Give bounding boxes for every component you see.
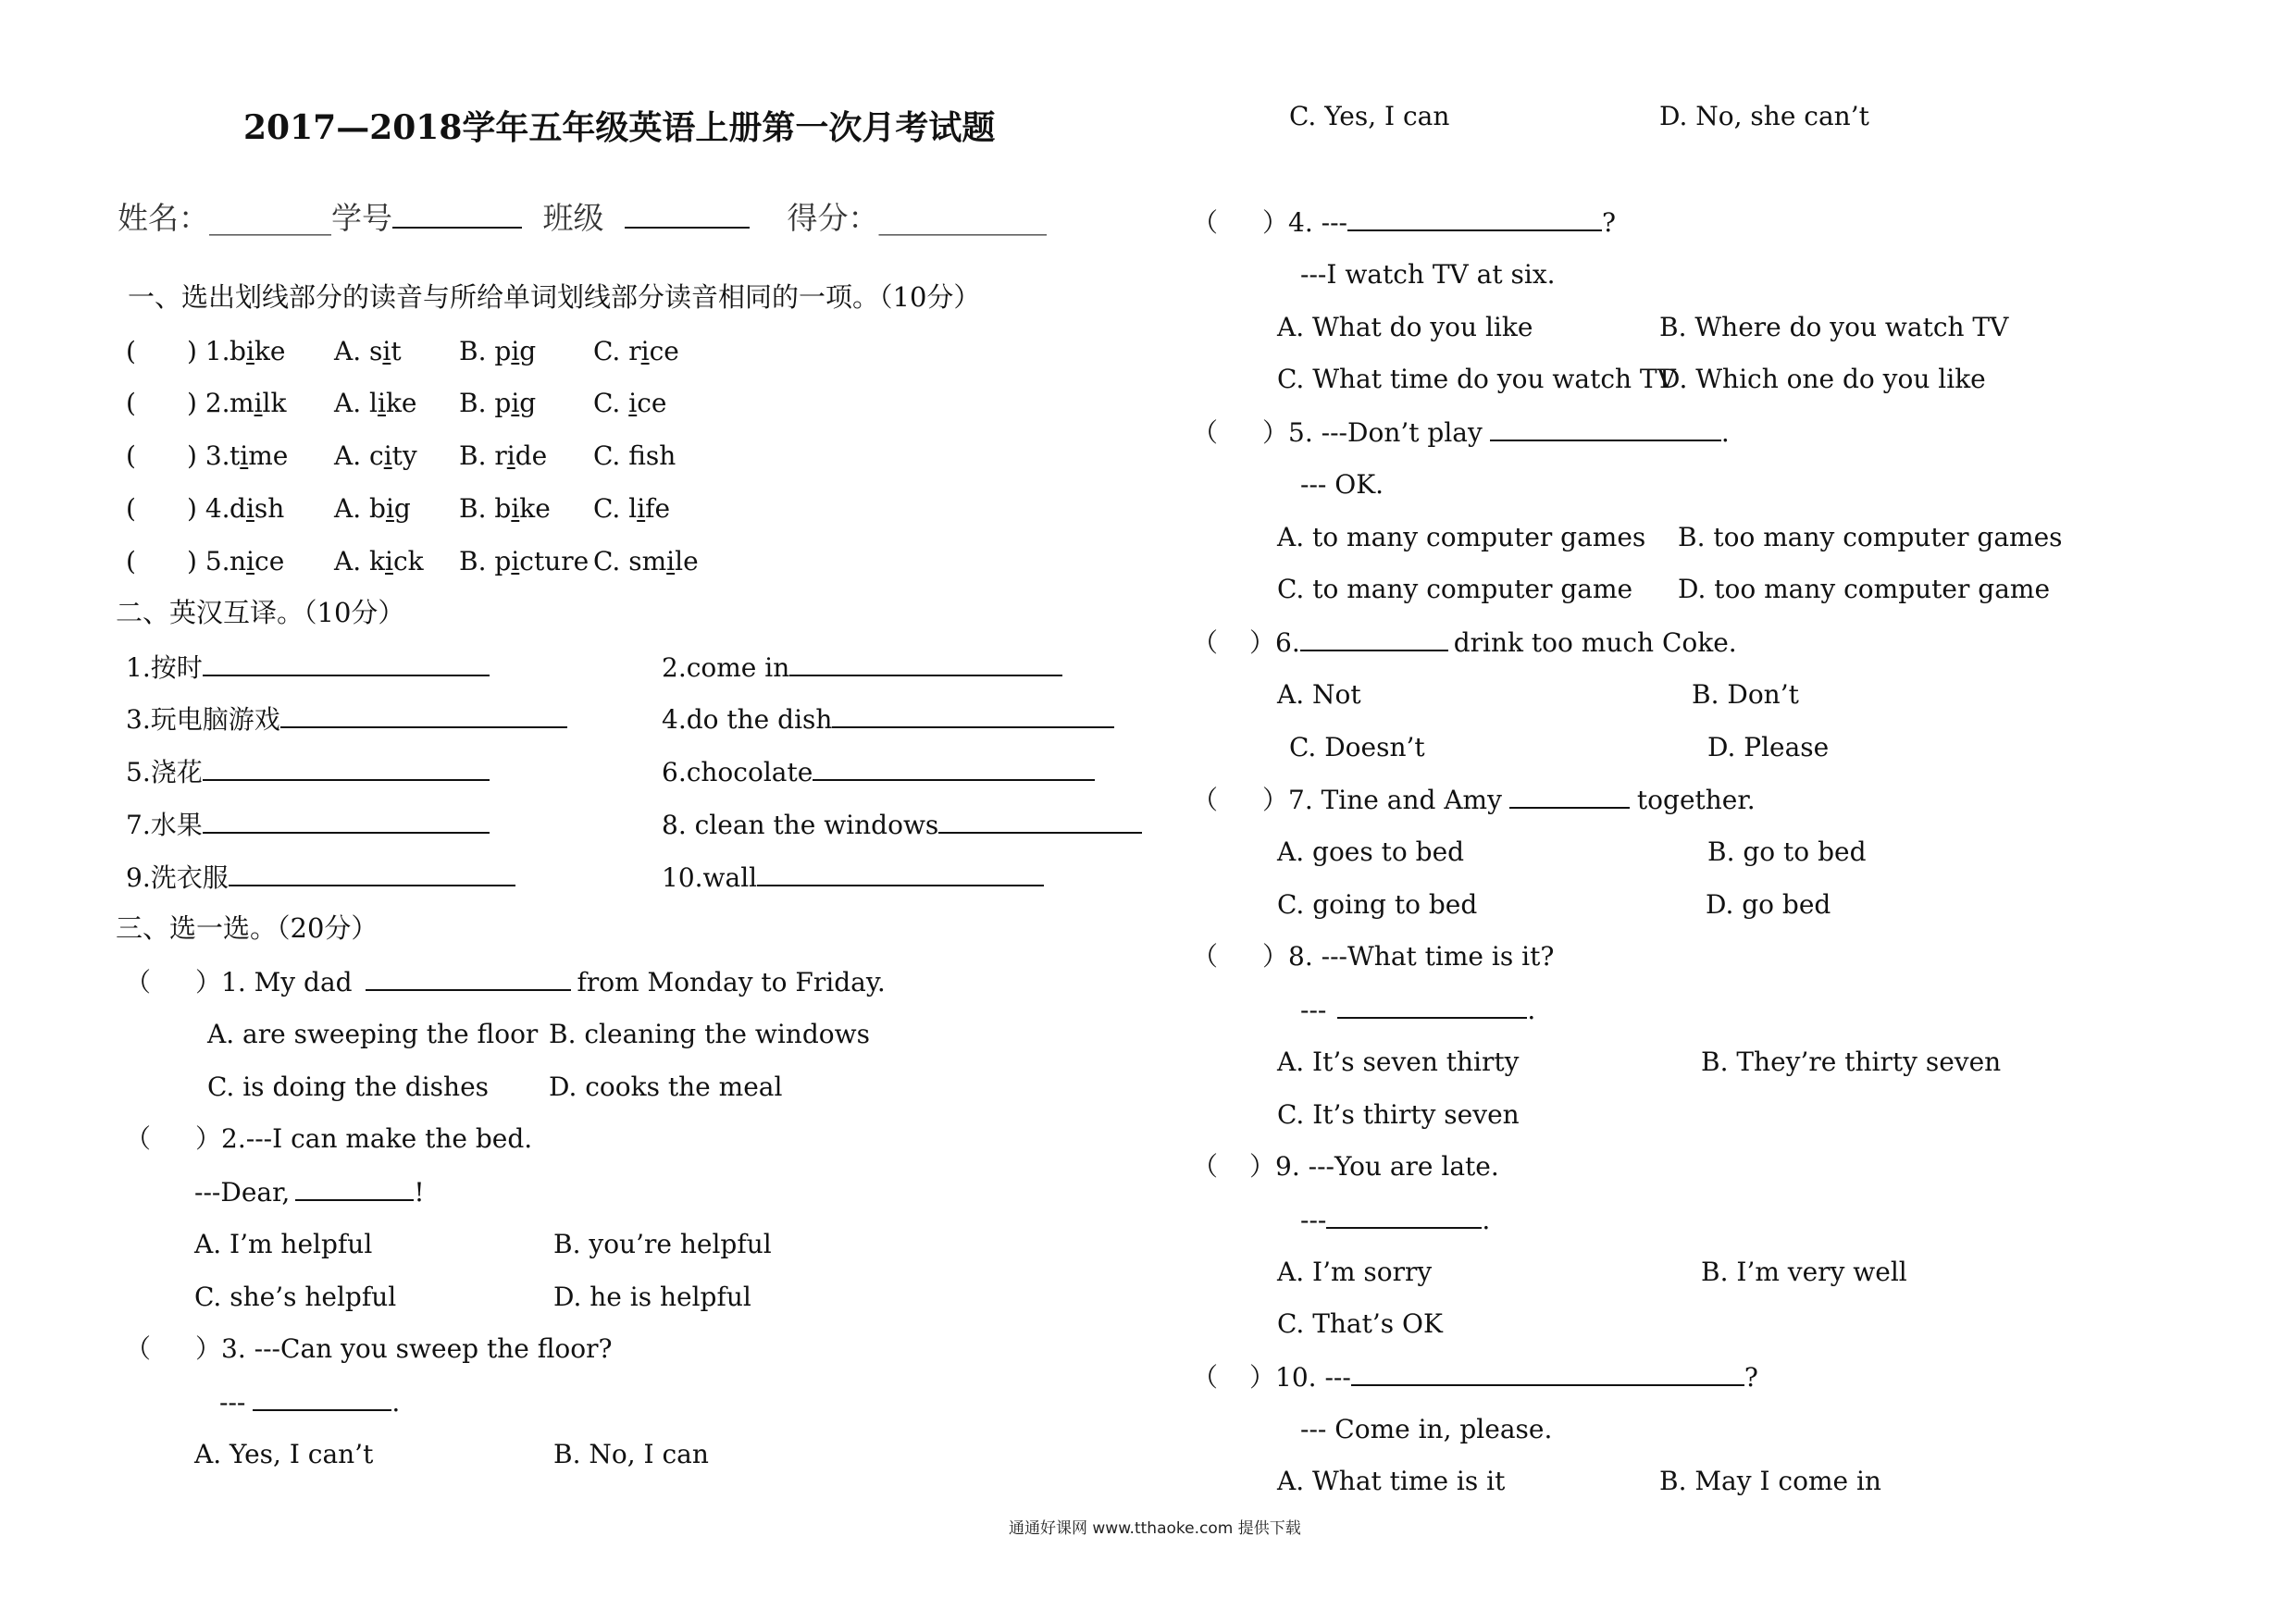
question-number: ) 2.: [187, 388, 230, 418]
question-8: （ ）8. ---What time is it?: [1192, 941, 1555, 972]
question-number: ) 5.: [187, 546, 230, 576]
given-word: milk: [230, 388, 287, 418]
score-label: 得分：: [787, 200, 879, 236]
question-3: （ ）3. ---Can you sweep the floor?: [125, 1333, 613, 1364]
option: A. are sweeping the floor: [207, 1019, 539, 1049]
score-blank: ___________: [878, 200, 1047, 236]
answer-paren: (: [126, 336, 136, 366]
translate-item: 1.按时: [126, 650, 490, 685]
option: C. is doing the dishes: [207, 1072, 490, 1102]
option: A. Yes, I can’t: [194, 1439, 374, 1469]
option: A. sit: [334, 336, 402, 366]
question-5: （ ）5. ---Don’t play .: [1192, 417, 1730, 448]
option: B. bike: [459, 493, 551, 524]
option: B. They’re thirty seven: [1701, 1047, 2002, 1077]
option: A. kick: [334, 546, 424, 576]
option: D. too many computer game: [1678, 574, 2051, 604]
option: C. Yes, I can: [1289, 101, 1450, 131]
student-id-blank: [392, 203, 522, 229]
option: A. goes to bed: [1277, 836, 1465, 867]
section2-heading: 二、英汉互译。（10分）: [116, 597, 405, 628]
question-3-reply: --- .: [219, 1387, 401, 1418]
option: A. I’m sorry: [1277, 1257, 1433, 1287]
class-label: 班级: [542, 200, 604, 236]
option: B. too many computer games: [1678, 522, 2063, 552]
option: C. smile: [593, 546, 699, 576]
option: D. Which one do you like: [1659, 364, 1986, 394]
student-id-label: 学号: [331, 200, 392, 236]
option: C. she’s helpful: [194, 1282, 397, 1312]
option: C. What time do you watch TV: [1277, 364, 1676, 394]
translate-item: 9.洗衣服: [126, 861, 515, 895]
answer-paren: (: [126, 493, 136, 524]
option: B. cleaning the windows: [549, 1019, 870, 1049]
question-2-reply: ---Dear, !: [194, 1177, 425, 1208]
option: C. It’s thirty seven: [1277, 1099, 1520, 1130]
translate-item: 6.chocolate: [662, 755, 1095, 789]
option: B. I’m very well: [1701, 1257, 1907, 1287]
option: C. to many computer game: [1277, 574, 1633, 604]
option: A. like: [334, 388, 417, 418]
question-number: ) 3.: [187, 440, 230, 471]
option: C. rice: [593, 336, 679, 366]
option: A. city: [334, 440, 417, 471]
option: A. What do you like: [1277, 312, 1533, 342]
name-label: 姓名：: [118, 200, 209, 236]
page-title: 2017—2018学年五年级英语上册第一次月考试题: [243, 108, 996, 147]
option: D. go bed: [1706, 889, 1831, 920]
question-7: （ ）7. Tine and Amy together.: [1192, 785, 1756, 815]
option: A. I’m helpful: [194, 1229, 373, 1259]
option: B. you’re helpful: [553, 1229, 772, 1259]
option: B. go to bed: [1707, 836, 1867, 867]
option: B. No, I can: [553, 1439, 709, 1469]
answer-paren: (: [126, 440, 136, 471]
option: A. big: [334, 493, 411, 524]
option: D. cooks the meal: [549, 1072, 783, 1102]
option: C. fsh: [593, 440, 676, 471]
question-4: （ ）4. --- ?: [1192, 207, 1617, 238]
question-6: （ ）6. drink too much Coke.: [1192, 627, 1737, 658]
section1-heading: 一、选出划线部分的读音与所给单词划线部分读音相同的一项。（10分）: [128, 281, 981, 313]
translate-item: 5.浇花: [126, 755, 490, 789]
option: C. That’s OK: [1277, 1308, 1443, 1339]
translate-item: 4.do the dish: [662, 702, 1114, 737]
option: B. Don’t: [1692, 679, 1799, 710]
option: D. No, she can’t: [1659, 101, 1869, 131]
question-9-reply: --- .: [1300, 1205, 1491, 1235]
option: A. Not: [1277, 679, 1361, 710]
given-word: dish: [230, 493, 285, 524]
question-8-reply: --- .: [1300, 995, 1536, 1025]
option: D. he is helpful: [553, 1282, 751, 1312]
option: B. pig: [459, 388, 537, 418]
class-blank: [625, 203, 750, 229]
translate-item: 3.玩电脑游戏: [126, 702, 567, 737]
question-number: ) 1.: [187, 336, 230, 366]
option: B. Where do you watch TV: [1659, 312, 2009, 342]
question-number: ) 4.: [187, 493, 230, 524]
given-word: time: [230, 440, 289, 471]
question-10-reply: --- Come in, please.: [1300, 1414, 1553, 1444]
question-10: （ ）10. --- ?: [1192, 1362, 1758, 1393]
answer-paren: (: [126, 388, 136, 418]
answer-paren: (: [126, 546, 136, 576]
translate-item: 10.wall: [662, 861, 1044, 895]
option: B. May I come in: [1659, 1466, 1881, 1496]
option: C. Doesn’t: [1289, 732, 1425, 762]
translate-item: 2.come in: [662, 650, 1062, 685]
translate-item: 7.水果: [126, 808, 490, 842]
question-2: （ ）2.---I can make the bed.: [125, 1123, 533, 1154]
option: A. What time is it: [1277, 1466, 1506, 1496]
option: C. life: [593, 493, 671, 524]
option: A. It’s seven thirty: [1277, 1047, 1520, 1077]
question-1: （ ）1. My dad from Monday to Friday.: [125, 967, 886, 997]
question-4-reply: ---I watch TV at six.: [1300, 259, 1556, 290]
student-info-row: [118, 202, 1047, 235]
option: C. ice: [593, 388, 667, 418]
question-5-reply: --- OK.: [1300, 469, 1384, 500]
question-9: （ ）9. ---You are late.: [1192, 1151, 1499, 1182]
section3-heading: 三、选一选。（20分）: [116, 912, 379, 944]
option: B. pig: [459, 336, 537, 366]
option: D. Please: [1707, 732, 1830, 762]
option: B. ride: [459, 440, 548, 471]
option: B. picture: [459, 546, 590, 576]
given-word: bike: [230, 336, 286, 366]
page-footer: 通通好课网 www.tthaoke.com 提供下载: [1009, 1519, 1301, 1538]
name-blank: ________: [209, 200, 331, 236]
option: C. going to bed: [1277, 889, 1478, 920]
option: A. to many computer games: [1277, 522, 1646, 552]
given-word: nice: [230, 546, 285, 576]
translate-item: 8. clean the windows: [662, 808, 1142, 842]
